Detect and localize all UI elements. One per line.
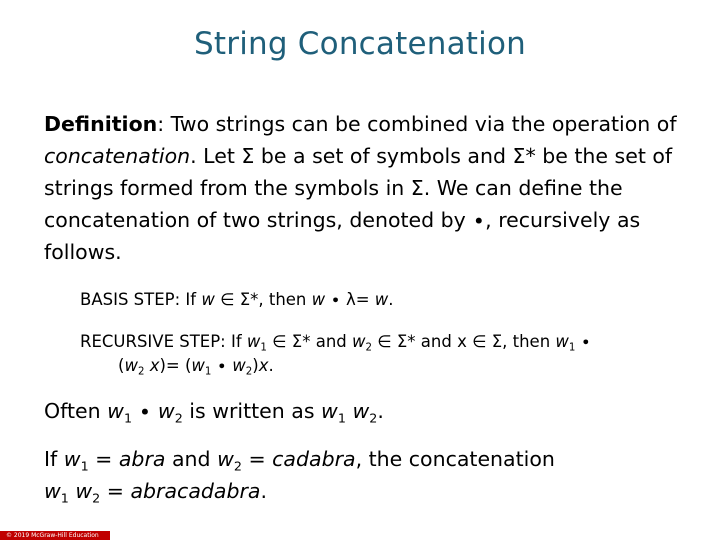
copyright-footer: © 2019 McGraw-Hill Education (0, 531, 110, 540)
often-paragraph: Often $w_1 \cdot w_2$ is written as $w_1$ $w_2$. (44, 399, 384, 426)
slide-title: String Concatenation (194, 26, 526, 62)
recursive-step (80, 330, 700, 378)
concatenation-term: concatenation (44, 144, 191, 168)
recursive-step-line2: ($w_2$ $x)= (w_1 \cdot w_2)x$. (118, 356, 274, 378)
definition-paragraph: Definition: Two strings can be combined via the operation of concatenation. Let Σ be a set of symbols and Σ* be the set of strings formed from the symbols in Σ. We can define the concatenation of two strings, denoted by ∙, recursively as follows. (44, 112, 677, 264)
basis-step: BASIS STEP: If w ∈ Σ*, then w ∙ λ= w. (80, 290, 394, 309)
recursive-step-line1: RECURSIVE STEP: If $w_1$ ∈ Σ* and $w_2$ ∈ Σ* and x ∈ Σ, then $w_1$ ∙ (80, 332, 592, 354)
definition-label: Definition (44, 112, 158, 136)
example-paragraph: If $w_1$ = abra and $w_2$ = cadabra, the concatenation $w_1$ $w_2$ = abracadabra. (44, 447, 555, 506)
